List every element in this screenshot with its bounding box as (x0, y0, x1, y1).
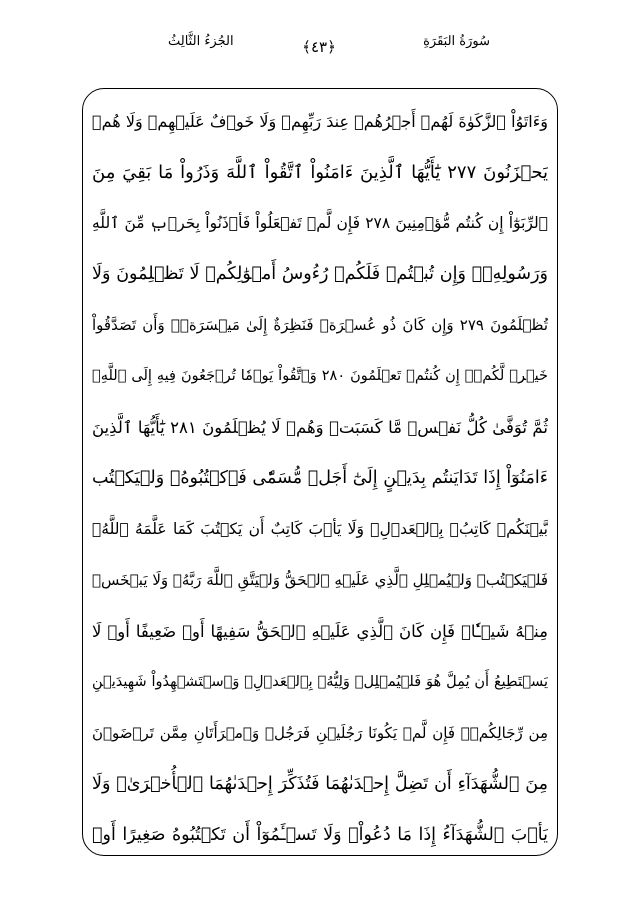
text-line: وَءَاتَوُاْ ٱلزَّكَوٰةَ لَهُمۡ أَجۡرُهُمۡ عِندَ رَبِّهِمۡ وَلَا خَوۡفٌ عَلَيۡهِمۡ وَلَا هُمۡ (92, 112, 548, 131)
text-line: تُظۡلَمُونَ ٢٧٩ وَإِن كَانَ ذُو عُسۡرَةٖ فَنَظِرَةٌ إِلَىٰ مَيۡسَرَةٖۚ وَأَن تَصَدَّقُواْ (92, 316, 548, 334)
text-line: وَرَسُولِهِۦۖ وَإِن تُبۡتُمۡ فَلَكُمۡ رُءُوسُ أَمۡوَٰلِكُمۡ لَا تَظۡلِمُونَ وَلَا (92, 264, 548, 284)
text-line: فَلۡيَكۡتُبۡ وَلۡيُمۡلِلِ ٱلَّذِي عَلَيۡهِ ٱلۡحَقُّ وَلۡيَتَّقِ ٱللَّهَ رَبَّهُۥ وَلَا يَبۡخَسۡ (92, 571, 548, 589)
text-line: بَّيۡنَكُمۡ كَاتِبُۢ بِٱلۡعَدۡلِۚ وَلَا يَأۡبَ كَاتِبٌ أَن يَكۡتُبَ كَمَا عَلَّمَهُ ٱللَّهُۚ (92, 520, 548, 538)
juz-name: الجُزءُ الثَّالِثُ (168, 34, 234, 49)
text-line: ثُمَّ تُوَفَّىٰ كُلُّ نَفۡسٖ مَّا كَسَبَتۡ وَهُمۡ لَا يُظۡلَمُونَ ٢٨١ يَٰٓأَيُّهَا ٱلَّذِينَ (92, 418, 548, 437)
page-header (0, 30, 638, 66)
text-line: خَيۡرٞ لَّكُمۡۖ إِن كُنتُمۡ تَعۡلَمُونَ ٢٨٠ وَٱتَّقُواْ يَوۡمٗا تُرۡجَعُونَ فِيهِ إِلَى ٱللَّهِۖ (92, 368, 548, 384)
text-line: يَأۡبَ ٱلشُّهَدَآءُ إِذَا مَا دُعُواْۚ وَلَا تَسۡـَٔمُوٓاْ أَن تَكۡتُبُوهُ صَغِيرًا أَوۡ (92, 825, 548, 845)
text-line: يَحۡزَنُونَ ٢٧٧ يَٰٓأَيُّهَا ٱلَّذِينَ ءَامَنُواْ ٱتَّقُواْ ٱللَّهَ وَذَرُواْ مَا بَقِيَ مِنَ (92, 162, 548, 183)
text-line: مِنَ ٱلشُّهَدَآءِ أَن تَضِلَّ إِحۡدَىٰهُمَا فَتُذَكِّرَ إِحۡدَىٰهُمَا ٱلۡأُخۡرَىٰۚ وَلَا (92, 774, 548, 794)
text-body (92, 96, 548, 861)
surah-name: سُورَةُ البَقَرَةِ (423, 34, 490, 49)
text-line: مِن رِّجَالِكُمۡۖ فَإِن لَّمۡ يَكُونَا رَجُلَيۡنِ فَرَجُلٞ وَٱمۡرَأَتَانِ مِمَّن تَرۡضَوۡنَ (92, 724, 548, 742)
text-line: مِنۡهُ شَيۡـٔٗاۚ فَإِن كَانَ ٱلَّذِي عَلَيۡهِ ٱلۡحَقُّ سَفِيهًا أَوۡ ضَعِيفًا أَوۡ لَا (92, 622, 548, 641)
text-line: ءَامَنُوٓاْ إِذَا تَدَايَنتُم بِدَيۡنٍ إِلَىٰٓ أَجَلٖ مُّسَمّٗى فَٱكۡتُبُوهُۚ وَلۡيَكۡتُب (92, 468, 548, 488)
page-number: ﴿٤٣﴾ (302, 38, 336, 56)
text-line: يَسۡتَطِيعُ أَن يُمِلَّ هُوَ فَلۡيُمۡلِلۡ وَلِيُّهُۥ بِٱلۡعَدۡلِۚ وَٱسۡتَشۡهِدُواْ شَهِيدَيۡنِ (92, 674, 548, 690)
text-line: ٱلرِّبَوٰٓاْ إِن كُنتُم مُّؤۡمِنِينَ ٢٧٨ فَإِن لَّمۡ تَفۡعَلُواْ فَأۡذَنُواْ بِحَرۡبٖ مِّنَ ٱللَّهِ (92, 214, 548, 232)
